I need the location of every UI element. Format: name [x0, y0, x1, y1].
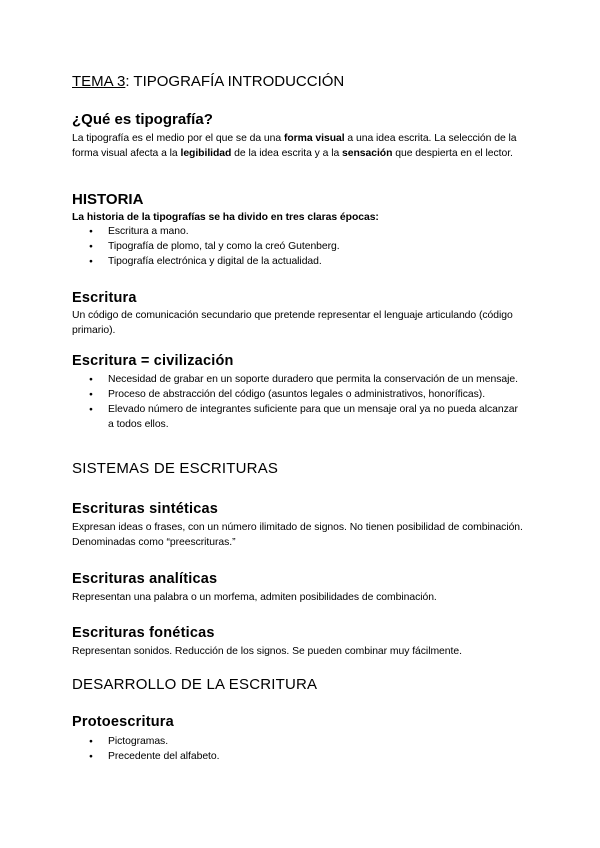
list-item: ● Necesidad de grabar en un soporte duradero que permita la conservación de un mensaje. — [72, 372, 524, 387]
foneticas-text: Representan sonidos. Reducción de los signos. Se pueden combinar muy fácilmente. — [72, 646, 462, 657]
sinteticas-text: Expresan ideas o frases, con un número ilimitado de signos. No tienen posibilidad de combinación. Denominadas como “preescrituras.” — [72, 522, 523, 548]
list-item: ● Proceso de abstracción del código (asuntos legales o administrativos, honoríficas). — [72, 387, 524, 402]
civilizacion-list — [72, 372, 524, 432]
heading-escrituras-foneticas: Escrituras fonéticas — [72, 625, 215, 641]
list-item: ● Tipografía de plomo, tal y como la creó Gutenberg. — [72, 239, 524, 254]
heading-protoescritura: Protoescritura — [72, 714, 174, 730]
heading-desarrollo-de-la-escritura: DESARROLLO DE LA ESCRITURA — [72, 676, 318, 693]
historia-list — [72, 224, 524, 269]
heading-escritura: Escritura — [72, 290, 137, 306]
list-item: ● Elevado número de integrantes suficiente para que un mensaje oral ya no pueda alcanzar a todos ellos. — [72, 402, 524, 432]
paragraph-definicion: La tipografía es el medio por el que se da una forma visual a una idea escrita. La selección de la forma visual afecta a la legibilidad de la idea escrita y a la sensación que despierta en el lector. — [72, 133, 517, 159]
analiticas-text: Representan una palabra o un morfema, admiten posibilidades de combinación. — [72, 592, 437, 603]
escritura-text: Un código de comunicación secundario que pretende representar el lenguaje articulando (código primario). — [72, 310, 513, 336]
protoescritura-list — [72, 734, 524, 764]
page-title — [72, 73, 344, 90]
list-item: ● Escritura a mano. — [72, 224, 524, 239]
list-item: ● Pictogramas. — [72, 734, 524, 749]
heading-escrituras-analiticas: Escrituras analíticas — [72, 571, 218, 587]
historia-lead: La historia de la tipografías se ha divido en tres claras épocas: — [72, 212, 379, 223]
heading-escrituras-sinteticas: Escrituras sintéticas — [72, 501, 219, 517]
list-item: ● Tipografía electrónica y digital de la actualidad. — [72, 254, 524, 269]
title-topic-number: TEMA 3 — [72, 73, 126, 90]
heading-historia: HISTORIA — [72, 191, 144, 208]
heading-escritura-civilizacion: Escritura = civilización — [72, 353, 234, 369]
list-item: ● Precedente del alfabeto. — [72, 749, 524, 764]
heading-sistemas-de-escrituras: SISTEMAS DE ESCRITURAS — [72, 460, 279, 477]
heading-que-es-tipografia: ¿Qué es tipografía? — [72, 111, 213, 128]
title-rest: : TIPOGRAFÍA INTRODUCCIÓN — [125, 73, 345, 90]
